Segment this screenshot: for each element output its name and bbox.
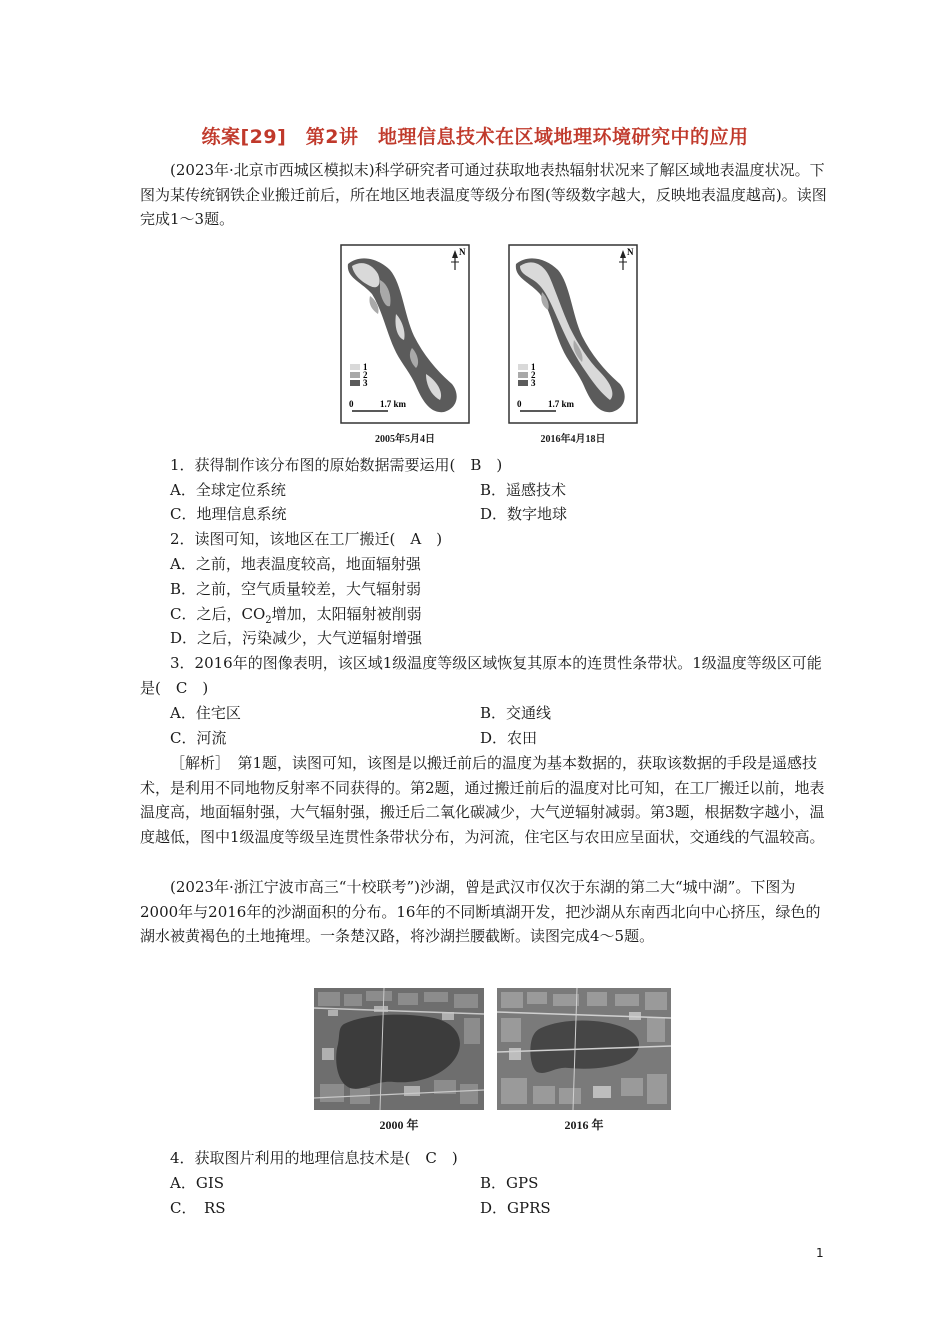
q4-option-c: C． RS — [170, 1199, 226, 1217]
intro-paragraph-1: (2023年·北京市西城区模拟末)科学研究者可通过获取地表热辐射状况来了解区域地表温度状况。下图为某传统钢铁企业搬迁前后，所在地区地表温度等级分布图(等级数字越大，反映地表温度越高)。读图完成1～3题。 — [140, 161, 827, 228]
q3-stem: 3．2016年的图像表明，该区域1级温度等级区域恢复其原本的连贯性条带状。1级温度等级区可能是( C ) — [140, 654, 822, 697]
page-number: 1 — [816, 1246, 824, 1260]
q2-option-b: B．之前，空气质量较差，大气辐射弱 — [170, 580, 422, 598]
q3-option-a: A．住宅区 — [170, 704, 241, 722]
q2-option-c: C．之后，$CO_2$增加，太阳辐射被削弱 — [170, 605, 422, 626]
photo-caption-2000: 2000 年 — [379, 1118, 419, 1132]
satellite-photo-2016 — [497, 988, 671, 1110]
legend — [518, 362, 536, 388]
north-label: N — [459, 247, 466, 257]
q3-option-c: C．河流 — [170, 729, 227, 747]
map-caption-2005: 2005年5月4日 — [375, 434, 435, 445]
page-title: 练案[29] 第2讲 地理信息技术在区域地理环境研究中的应用 — [201, 126, 749, 148]
q4-option-a: A．GIS — [170, 1174, 225, 1192]
legend-label-2: 2 — [531, 370, 536, 380]
q3-option-b: B．交通线 — [480, 704, 552, 722]
q3-option-d: D．农田 — [480, 729, 538, 747]
q2-stem: 2．读图可知，该地区在工厂搬迁( A ) — [170, 530, 443, 548]
scale-label: 1.7 km — [548, 399, 575, 409]
legend — [350, 362, 368, 388]
q2-option-d: D．之后，污染减少，大气逆辐射增强 — [170, 629, 423, 647]
q1-stem: 1．获得制作该分布图的原始数据需要运用( B ) — [170, 456, 503, 474]
legend-label-3: 3 — [531, 378, 536, 388]
scale-start: 0 — [349, 399, 354, 409]
legend-label-1: 1 — [531, 362, 536, 372]
temperature-map-2005 — [340, 244, 470, 424]
scale-start: 0 — [517, 399, 522, 409]
q1-option-a: A．全球定位系统 — [170, 481, 286, 499]
photo-caption-2016: 2016 年 — [564, 1118, 604, 1132]
north-label: N — [627, 247, 634, 257]
q1-option-b: B．遥感技术 — [480, 481, 567, 499]
q4-option-b: B．GPS — [480, 1174, 539, 1192]
q4-option-d: D．GPRS — [480, 1199, 551, 1217]
satellite-photo-2000 — [314, 988, 484, 1110]
scale-label: 1.7 km — [380, 399, 407, 409]
q1-option-c: C．地理信息系统 — [170, 505, 287, 523]
temperature-map-2016 — [508, 244, 638, 424]
analysis-paragraph: ［解析］ 第1题，读图可知，该图是以搬迁前后的温度为基本数据的，获取该数据的手段是遥感技术，是利用不同地物反射率不同获得的。第2题，通过搬迁前后的温度对比可知，在工厂搬迁以前，地表温度高，地面辐射强，大气辐射强，搬迁后二氧化碳减少，大气逆辐射减弱。第3题，根据数字越小，温度越低，图中1级温度等级呈连贯性条带状分布，为河流，住宅区与农田应呈面状，交通线的气温较高。 — [140, 754, 825, 846]
legend-label-3: 3 — [363, 378, 368, 388]
q4-stem: 4．获取图片利用的地理信息技术是( C ) — [170, 1149, 458, 1167]
legend-label-2: 2 — [363, 370, 368, 380]
intro-paragraph-2: (2023年·浙江宁波市高三“十校联考”)沙湖，曾是武汉市仅次于东湖的第二大“城中湖”。下图为2000年与2016年的沙湖面积的分布。16年的不同断填湖开发，把沙湖从东南西北向中心挤压，绿色的湖水被黄褐色的土地掩埋。一条楚汉路，将沙湖拦腰截断。读图完成4～5题。 — [140, 878, 821, 945]
q1-option-d: D．数字地球 — [480, 505, 568, 523]
map-caption-2016: 2016年4月18日 — [540, 434, 606, 445]
q2-option-a: A．之前，地表温度较高，地面辐射强 — [170, 555, 421, 573]
legend-label-1: 1 — [363, 362, 368, 372]
